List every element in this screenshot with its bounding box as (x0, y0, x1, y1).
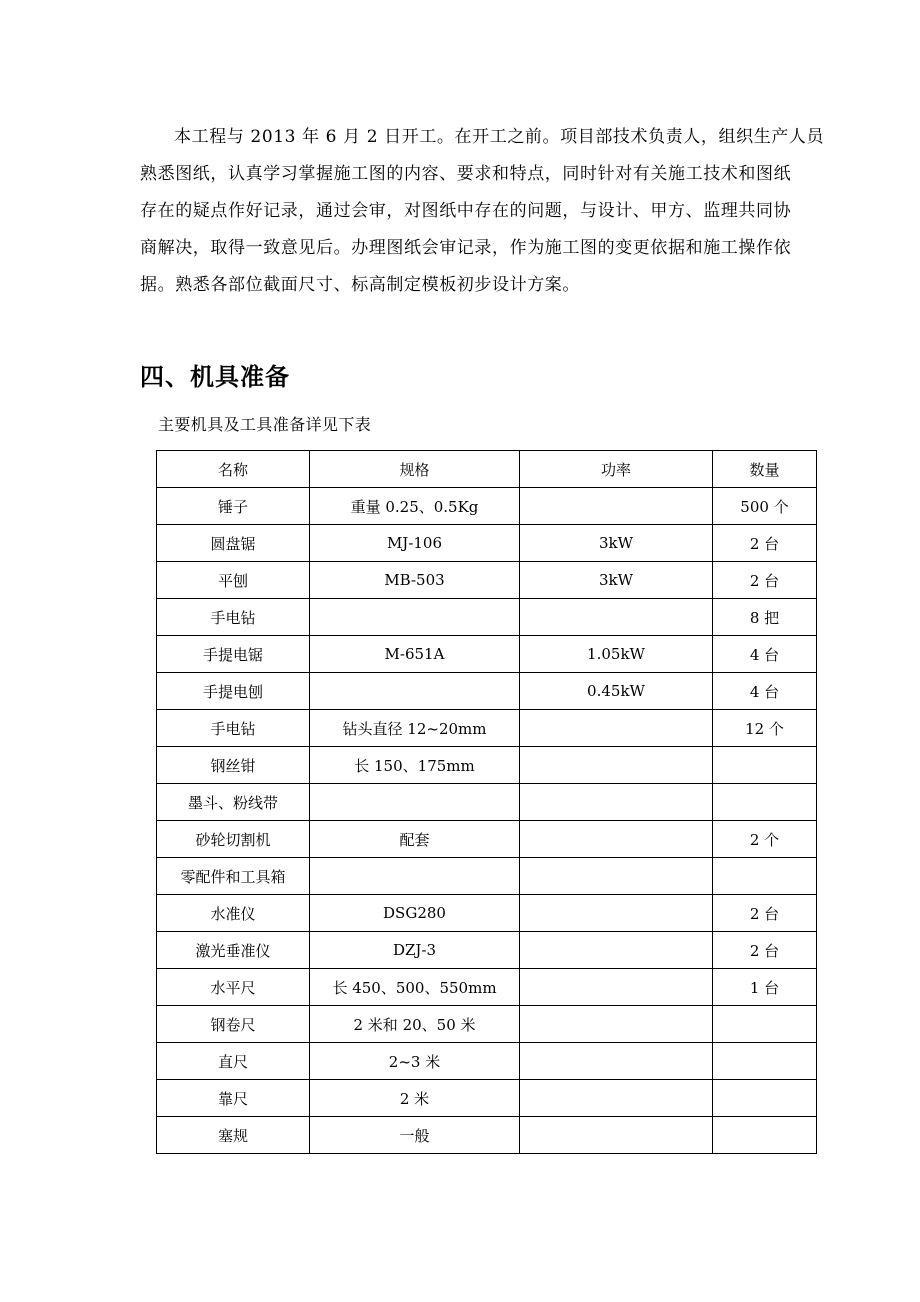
table-header-row (157, 451, 817, 488)
cell-power: 3kW (520, 525, 713, 562)
cell-spec (310, 784, 520, 821)
cell-power (520, 599, 713, 636)
cell-power (520, 932, 713, 969)
cell-spec: DSG280 (310, 895, 520, 932)
cell-power (520, 895, 713, 932)
table-row (157, 562, 817, 599)
table-caption: 主要机具及工具准备详见下表 (158, 415, 372, 434)
table-row (157, 1006, 817, 1043)
table-row (157, 821, 817, 858)
cell-power (520, 969, 713, 1006)
cell-name: 钢卷尺 (157, 1006, 310, 1043)
table-row (157, 599, 817, 636)
cell-name: 手提电刨 (157, 673, 310, 710)
cell-power (520, 821, 713, 858)
cell-spec: 2 米 (310, 1080, 520, 1117)
cell-quantity (713, 784, 817, 821)
cell-name: 手电钻 (157, 599, 310, 636)
header-spec: 规格 (310, 451, 520, 488)
cell-quantity (713, 1117, 817, 1154)
cell-spec: 配套 (310, 821, 520, 858)
cell-name: 砂轮切割机 (157, 821, 310, 858)
cell-quantity: 2 台 (713, 525, 817, 562)
cell-quantity: 2 台 (713, 895, 817, 932)
table-row (157, 710, 817, 747)
cell-quantity: 12 个 (713, 710, 817, 747)
intro-line: 据。熟悉各部位截面尺寸、标高制定模板初步设计方案。 (140, 275, 580, 295)
cell-quantity: 4 台 (713, 673, 817, 710)
cell-spec: MB-503 (310, 562, 520, 599)
table-row (157, 747, 817, 784)
table-row (157, 525, 817, 562)
cell-quantity (713, 1006, 817, 1043)
cell-power: 0.45kW (520, 673, 713, 710)
cell-power (520, 488, 713, 525)
cell-power (520, 1043, 713, 1080)
cell-name: 手提电锯 (157, 636, 310, 673)
cell-spec: 2 米和 20、50 米 (310, 1006, 520, 1043)
cell-name: 靠尺 (157, 1080, 310, 1117)
cell-quantity (713, 1043, 817, 1080)
cell-name: 塞规 (157, 1117, 310, 1154)
cell-name: 手电钻 (157, 710, 310, 747)
cell-quantity (713, 1080, 817, 1117)
header-quantity: 数量 (713, 451, 817, 488)
table-row (157, 1080, 817, 1117)
cell-quantity: 2 台 (713, 562, 817, 599)
cell-power (520, 710, 713, 747)
cell-name: 水准仪 (157, 895, 310, 932)
cell-name: 钢丝钳 (157, 747, 310, 784)
cell-quantity: 8 把 (713, 599, 817, 636)
cell-quantity (713, 747, 817, 784)
cell-power (520, 1006, 713, 1043)
section-heading: 四、机具准备 (140, 363, 290, 391)
table-row (157, 858, 817, 895)
cell-power (520, 747, 713, 784)
table-row (157, 932, 817, 969)
cell-power (520, 1117, 713, 1154)
cell-spec (310, 599, 520, 636)
cell-power: 1.05kW (520, 636, 713, 673)
cell-name: 平刨 (157, 562, 310, 599)
header-power: 功率 (520, 451, 713, 488)
table-row (157, 1117, 817, 1154)
table-row (157, 636, 817, 673)
cell-power (520, 784, 713, 821)
cell-spec: 重量 0.25、0.5Kg (310, 488, 520, 525)
table-row (157, 488, 817, 525)
cell-spec: 长 150、175mm (310, 747, 520, 784)
cell-power (520, 858, 713, 895)
cell-quantity: 2 个 (713, 821, 817, 858)
cell-name: 直尺 (157, 1043, 310, 1080)
intro-paragraph (140, 119, 830, 304)
cell-spec: 钻头直径 12~20mm (310, 710, 520, 747)
cell-quantity: 500 个 (713, 488, 817, 525)
cell-name: 墨斗、粉线带 (157, 784, 310, 821)
cell-spec: 长 450、500、550mm (310, 969, 520, 1006)
header-name: 名称 (157, 451, 310, 488)
cell-spec (310, 673, 520, 710)
cell-quantity: 4 台 (713, 636, 817, 673)
cell-spec: 2~3 米 (310, 1043, 520, 1080)
intro-line: 商解决，取得一致意见后。办理图纸会审记录，作为施工图的变更依据和施工操作依 (140, 238, 792, 258)
intro-line: 存在的疑点作好记录，通过会审，对图纸中存在的问题，与设计、甲方、监理共同协 (140, 201, 792, 221)
intro-line: 本工程与 2013 年 6 月 2 日开工。在开工之前。项目部技术负责人，组织生产人员 (174, 127, 825, 147)
cell-spec: 一般 (310, 1117, 520, 1154)
cell-spec (310, 858, 520, 895)
table-row (157, 673, 817, 710)
cell-name: 激光垂准仪 (157, 932, 310, 969)
cell-spec: MJ-106 (310, 525, 520, 562)
cell-name: 零配件和工具箱 (157, 858, 310, 895)
cell-name: 锤子 (157, 488, 310, 525)
intro-line: 熟悉图纸，认真学习掌握施工图的内容、要求和特点，同时针对有关施工技术和图纸 (140, 164, 792, 184)
table-row (157, 895, 817, 932)
cell-quantity: 2 台 (713, 932, 817, 969)
cell-name: 圆盘锯 (157, 525, 310, 562)
equipment-table (156, 450, 817, 1154)
table-row (157, 969, 817, 1006)
cell-power: 3kW (520, 562, 713, 599)
cell-quantity: 1 台 (713, 969, 817, 1006)
table-row (157, 1043, 817, 1080)
cell-spec: DZJ-3 (310, 932, 520, 969)
table-row (157, 784, 817, 821)
cell-quantity (713, 858, 817, 895)
cell-spec: M-651A (310, 636, 520, 673)
cell-name: 水平尺 (157, 969, 310, 1006)
cell-power (520, 1080, 713, 1117)
table-body (157, 488, 817, 1154)
